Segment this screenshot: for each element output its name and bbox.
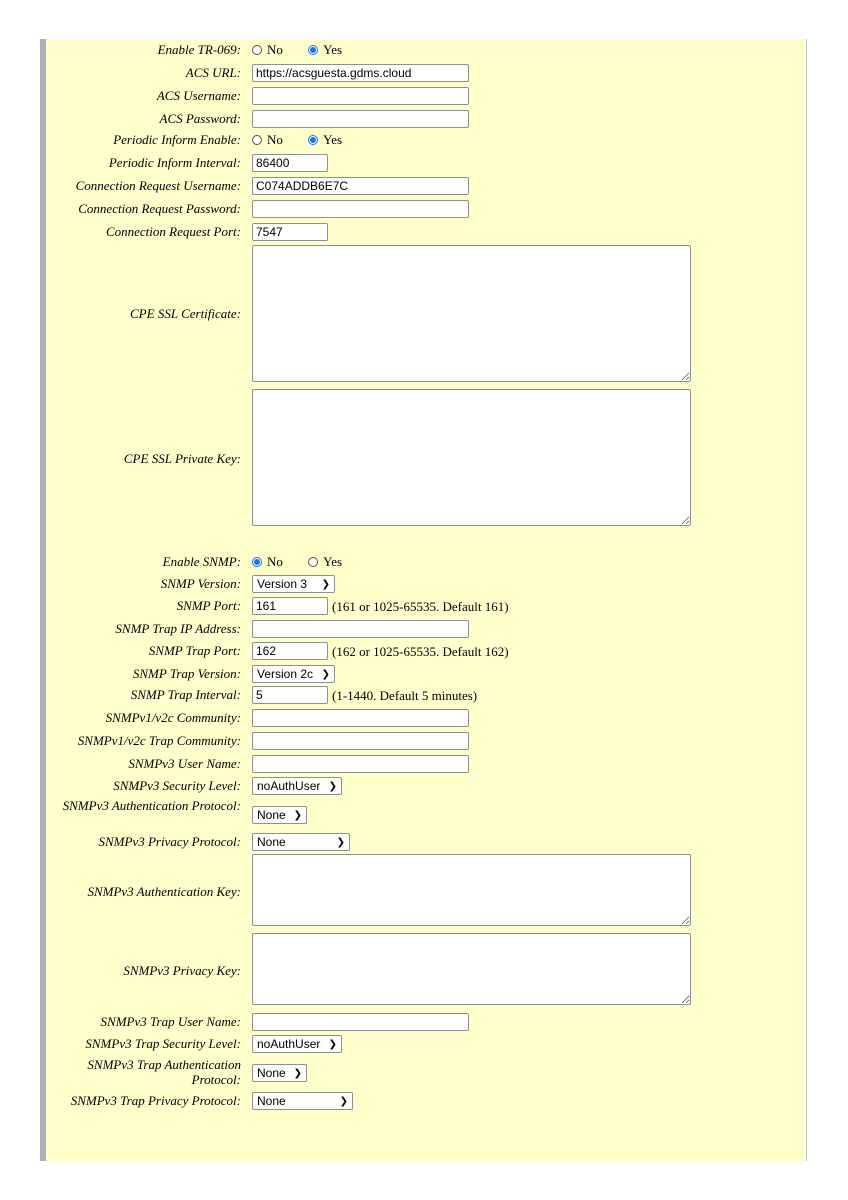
snmp-trap-version-select[interactable]: Version 2c ❯	[252, 665, 335, 683]
cpe-cert-textarea[interactable]	[252, 245, 691, 382]
snmp-trap-ip-label: SNMP Trap IP Address:	[115, 621, 241, 636]
enable-snmp-label: Enable SNMP:	[162, 554, 241, 569]
radio-no-icon[interactable]	[252, 45, 262, 55]
snmpv3-priv-proto-label: SNMPv3 Privacy Protocol:	[98, 834, 241, 849]
cpe-cert-label: CPE SSL Certificate:	[130, 306, 241, 321]
snmp-trap-port-hint: (162 or 1025-65535. Default 162)	[332, 644, 509, 660]
snmpv3-security-select[interactable]: noAuthUser ❯	[252, 777, 342, 795]
radio-yes-selected-icon[interactable]	[308, 45, 318, 55]
periodic-enable-no-option[interactable]: No	[252, 132, 283, 148]
periodic-interval-input[interactable]	[252, 154, 328, 172]
cpe-key-label: CPE SSL Private Key:	[123, 451, 241, 466]
enable-tr069-yes-option[interactable]: Yes	[308, 42, 342, 58]
enable-snmp-no-option[interactable]: No	[252, 554, 283, 570]
snmpv3-priv-proto-select[interactable]: None ❯	[252, 833, 350, 851]
snmp-trap-ip-input[interactable]	[252, 620, 469, 638]
enable-tr069-label: Enable TR-069:	[157, 42, 241, 57]
snmpv3-trap-user-input[interactable]	[252, 1013, 469, 1031]
snmp-community-label: SNMPv1/v2c Community:	[105, 710, 241, 725]
snmp-trap-version-label: SNMP Trap Version:	[132, 666, 241, 681]
chevron-down-icon: ❯	[321, 578, 330, 590]
conn-username-label: Connection Request Username:	[75, 178, 241, 193]
periodic-interval-label: Periodic Inform Interval:	[108, 155, 241, 170]
periodic-enable-label: Periodic Inform Enable:	[113, 132, 241, 147]
snmp-port-label: SNMP Port:	[176, 598, 241, 613]
snmp-trap-port-label: SNMP Trap Port:	[148, 643, 241, 658]
snmpv3-auth-proto-label: SNMPv3 Authentication Protocol:	[62, 798, 241, 813]
cpe-key-textarea[interactable]	[252, 389, 691, 526]
snmpv3-priv-key-label: SNMPv3 Privacy Key:	[123, 963, 241, 978]
enable-snmp-yes-option[interactable]: Yes	[308, 554, 342, 570]
chevron-down-icon: ❯	[339, 1095, 348, 1107]
snmp-version-select[interactable]: Version 3 ❯	[252, 575, 335, 593]
snmp-trap-community-input[interactable]	[252, 732, 469, 750]
snmp-community-input[interactable]	[252, 709, 469, 727]
snmp-version-label: SNMP Version:	[160, 576, 241, 591]
snmpv3-trap-user-label: SNMPv3 Trap User Name:	[100, 1014, 241, 1029]
conn-username-input[interactable]	[252, 177, 469, 195]
acs-password-input[interactable]	[252, 110, 469, 128]
chevron-down-icon: ❯	[328, 1038, 337, 1050]
periodic-enable-yes-option[interactable]: Yes	[308, 132, 342, 148]
snmpv3-auth-key-label: SNMPv3 Authentication Key:	[87, 884, 241, 899]
chevron-down-icon: ❯	[328, 780, 337, 792]
conn-password-input[interactable]	[252, 200, 469, 218]
radio-no-selected-icon[interactable]	[252, 557, 262, 567]
conn-password-label: Connection Request Password:	[78, 201, 241, 216]
radio-no-icon[interactable]	[252, 135, 262, 145]
chevron-down-icon: ❯	[321, 668, 330, 680]
snmpv3-user-label: SNMPv3 User Name:	[128, 756, 241, 771]
radio-yes-icon[interactable]	[308, 557, 318, 567]
enable-snmp-radios	[252, 554, 364, 571]
snmpv3-trap-priv-proto-select[interactable]: None ❯	[252, 1092, 353, 1110]
acs-password-label: ACS Password:	[159, 111, 241, 126]
snmpv3-trap-priv-proto-label: SNMPv3 Trap Privacy Protocol:	[70, 1093, 241, 1108]
snmpv3-trap-security-label: SNMPv3 Trap Security Level:	[85, 1036, 241, 1051]
snmp-port-input[interactable]	[252, 597, 328, 615]
chevron-down-icon: ❯	[293, 1067, 302, 1079]
chevron-down-icon: ❯	[336, 836, 345, 848]
snmp-trap-interval-hint: (1-1440. Default 5 minutes)	[332, 688, 478, 704]
periodic-enable-radios	[252, 132, 364, 149]
snmp-trap-port-input[interactable]	[252, 642, 328, 660]
enable-tr069-no-option[interactable]: No	[252, 42, 283, 58]
chevron-down-icon: ❯	[293, 809, 302, 821]
acs-username-input[interactable]	[252, 87, 469, 105]
conn-port-label: Connection Request Port:	[105, 224, 241, 239]
snmpv3-trap-auth-proto-label: SNMPv3 Trap Authentication Protocol:	[87, 1057, 241, 1087]
acs-url-label: ACS URL:	[185, 65, 241, 80]
settings-panel	[40, 39, 807, 1161]
snmp-port-hint: (161 or 1025-65535. Default 161)	[332, 599, 509, 615]
snmpv3-user-input[interactable]	[252, 755, 469, 773]
snmpv3-auth-proto-select[interactable]: None ❯	[252, 806, 307, 824]
snmpv3-security-label: SNMPv3 Security Level:	[113, 778, 241, 793]
conn-port-input[interactable]	[252, 223, 328, 241]
snmp-trap-interval-input[interactable]	[252, 686, 328, 704]
snmpv3-trap-security-select[interactable]: noAuthUser ❯	[252, 1035, 342, 1053]
snmp-trap-community-label: SNMPv1/v2c Trap Community:	[77, 733, 241, 748]
snmpv3-trap-auth-proto-select[interactable]: None ❯	[252, 1064, 307, 1082]
acs-username-label: ACS Username:	[156, 88, 241, 103]
snmpv3-auth-key-textarea[interactable]	[252, 854, 691, 926]
acs-url-input[interactable]	[252, 64, 469, 82]
enable-tr069-radios	[252, 42, 364, 59]
snmp-trap-interval-label: SNMP Trap Interval:	[130, 687, 241, 702]
snmpv3-priv-key-textarea[interactable]	[252, 933, 691, 1005]
radio-yes-selected-icon[interactable]	[308, 135, 318, 145]
